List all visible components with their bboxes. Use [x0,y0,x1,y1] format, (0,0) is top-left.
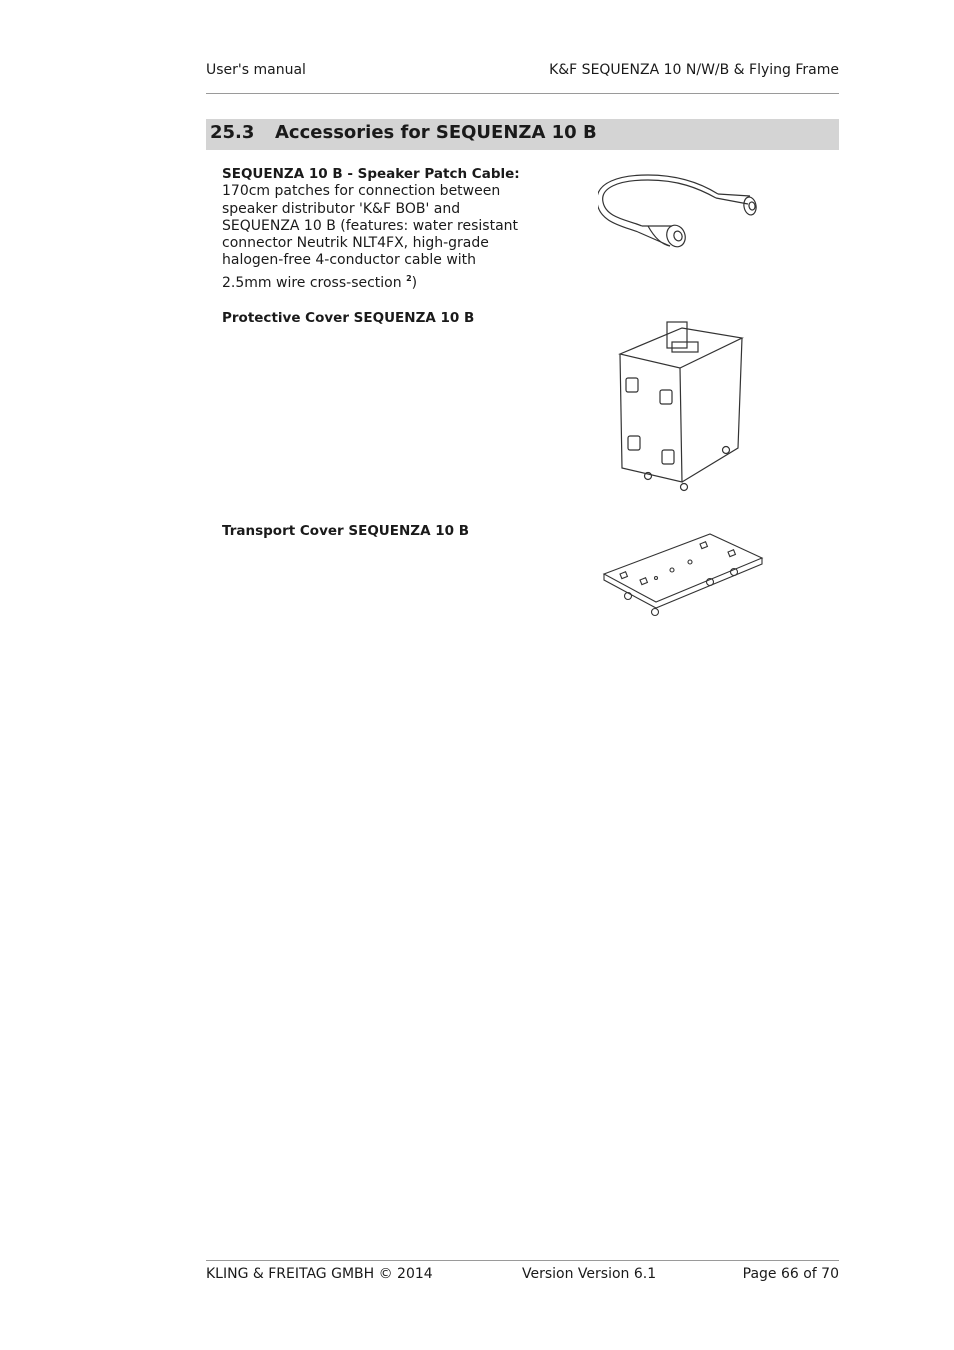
footer-page-number: Page 66 of 70 [742,1266,839,1282]
header-product: K&F SEQUENZA 10 N/W/B & Flying Frame [549,62,839,78]
page-footer [206,1260,839,1287]
footnote-ref: 2 [406,273,412,283]
accessory-title: SEQUENZA 10 B - Speaker Patch Cable: [222,166,520,182]
accessory-transport-cover [222,523,522,540]
header-doc-type: User's manual [206,62,306,78]
protective-cover-image [612,318,748,494]
accessory-patch-cable [222,166,522,292]
patch-cable-image [598,174,764,254]
accessory-title: Protective Cover SEQUENZA 10 B [222,310,475,326]
section-heading [206,119,839,150]
accessory-title: Transport Cover SEQUENZA 10 B [222,523,470,539]
accessory-protective-cover [222,310,522,327]
section-number: 25.3 [210,122,255,143]
footer-version: Version Version 6.1 [522,1266,657,1282]
transport-cover-image [600,530,766,626]
section-title: Accessories for SEQUENZA 10 B [275,122,597,143]
page-header [206,60,839,94]
accessory-description: 170cm patches for connection between speaker distributor 'K&F BOB' and SEQUENZA 10 B (features: water resistant connector Neutrik NLT4FX, high-grade halogen-free 4-conductor cable with 2.5mm wire cross-section $^2$) [222,183,519,291]
footer-company: KLING & FREITAG GMBH © 2014 [206,1266,433,1282]
